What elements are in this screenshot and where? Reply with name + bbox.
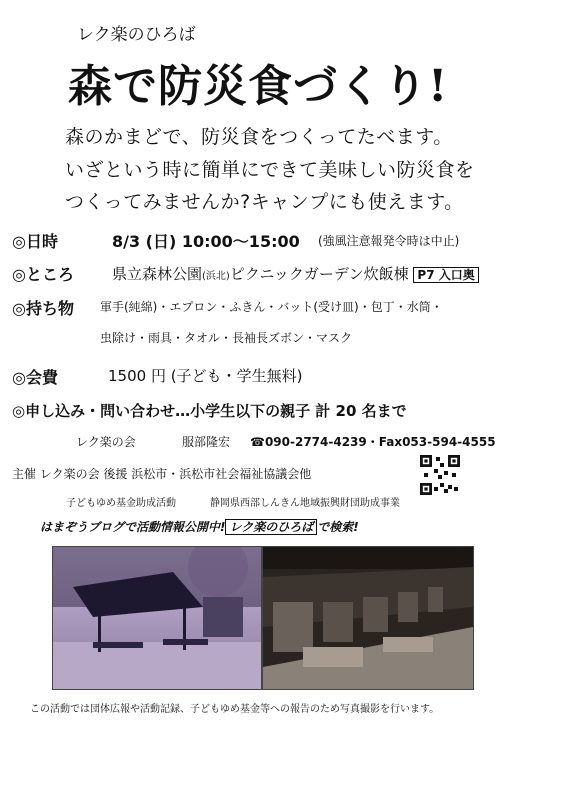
grant-right: 静岡県西部しんきん地域振興財団助成事業 bbox=[210, 498, 400, 509]
fee-label: ◎会費 bbox=[12, 368, 58, 387]
contact-org: レク楽の会 bbox=[76, 435, 136, 449]
lead-line-1: 森のかまどで、防災食をつくってたべます。 bbox=[65, 126, 453, 148]
items-label: ◎持ち物 bbox=[12, 299, 74, 318]
items-line-1: 軍手(純綿)・エプロン・ふきん・バット(受け皿)・包丁・水筒・ bbox=[100, 300, 443, 314]
grant-left: 子どもゆめ基金助成活動 bbox=[66, 498, 176, 509]
datetime-label: ◎日時 bbox=[12, 232, 58, 251]
place-value: 県立森林公園 bbox=[112, 265, 203, 283]
datetime-note: (強風注意報発令時は中止) bbox=[318, 234, 460, 248]
blog-pre: はまぞうブログで活動情報公開中! bbox=[40, 520, 226, 534]
place-name bbox=[112, 263, 479, 284]
contact-phone: ☎090-2774-4239・Fax053-594-4555 bbox=[250, 435, 496, 449]
series-label: レク楽のひろば bbox=[77, 25, 196, 45]
apply-text: ◎申し込み・問い合わせ…小学生以下の親子 計 20 名まで bbox=[12, 402, 407, 420]
blog-post: で検索! bbox=[317, 520, 359, 534]
place-box: P7 入口奥 bbox=[413, 267, 478, 283]
place-label: ◎ところ bbox=[12, 265, 74, 284]
place-value-2: ピクニックガーデン炊飯棟 bbox=[229, 265, 409, 283]
photo-kamado-ovens bbox=[262, 546, 474, 690]
fee-value: 1500 円 (子ども・学生無料) bbox=[108, 367, 303, 385]
contact-person: 服部隆宏 bbox=[182, 435, 231, 449]
footer-note: この活動では団体広報や活動記録、子どもゆめ基金等への報告のため写真撮影を行います。 bbox=[30, 704, 440, 715]
qr-code bbox=[420, 455, 460, 495]
blog-line bbox=[40, 518, 359, 535]
photo-picnic-shelter bbox=[52, 546, 262, 690]
lead-line-2: いざという時に簡単にできて美味しい防災食を bbox=[65, 159, 475, 181]
place-small: (浜北) bbox=[202, 271, 230, 282]
sponsor-text: 主催 レク楽の会 後援 浜松市・浜松市社会福祉協議会他 bbox=[12, 467, 312, 481]
blog-box: レク楽のひろば bbox=[225, 519, 317, 535]
items-line-2: 虫除け・雨具・タオル・長袖長ズボン・マスク bbox=[100, 331, 353, 345]
lead-line-3: つくってみませんか?キャンプにも使えます。 bbox=[65, 191, 464, 213]
page-title: 森で防災食づくり! bbox=[68, 61, 449, 112]
datetime-value: 8/3 (日) 10:00～15:00 bbox=[112, 232, 300, 251]
